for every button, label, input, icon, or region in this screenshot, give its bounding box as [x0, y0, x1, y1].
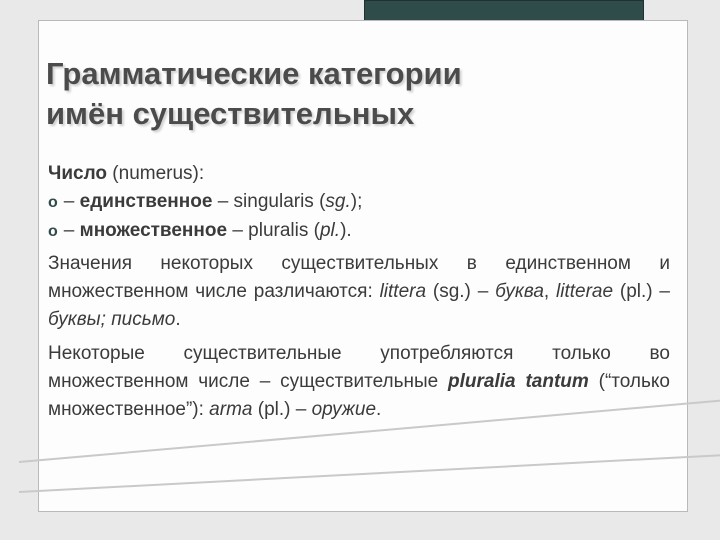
decorative-line — [19, 453, 720, 493]
slide-body — [48, 160, 670, 424]
plural-term: множественное — [79, 220, 228, 241]
heading-term: Число — [48, 163, 108, 184]
bullet-icon: o — [48, 194, 58, 211]
title-line-1: Грамматические категории — [46, 56, 462, 91]
bullet-item-plural: o – множественное – pluralis (pl.). — [48, 217, 670, 246]
bullet-icon: o — [48, 223, 58, 240]
slide-title — [46, 54, 666, 134]
pluralia-tantum-term: pluralia tantum — [448, 371, 589, 392]
paragraph-pluralia-tantum: Некоторые существительные употребляются только во множественном числе – существительные pluralia tantum (“только множественное”): arma (pl.) – оружие. — [48, 343, 671, 420]
singular-term: единственное — [79, 191, 213, 212]
bullet-item-singular: o – единственное – singularis (sg.); — [48, 188, 670, 217]
title-line-2: имён существительных — [46, 96, 415, 131]
number-heading — [48, 160, 670, 188]
heading-latin: (numerus): — [107, 163, 205, 184]
paragraph-meanings: Значения некоторых существительных в единственном и множественном числе различаются: littera (sg.) – буква, litterae (pl.) – буквы; письмо. — [48, 253, 670, 330]
